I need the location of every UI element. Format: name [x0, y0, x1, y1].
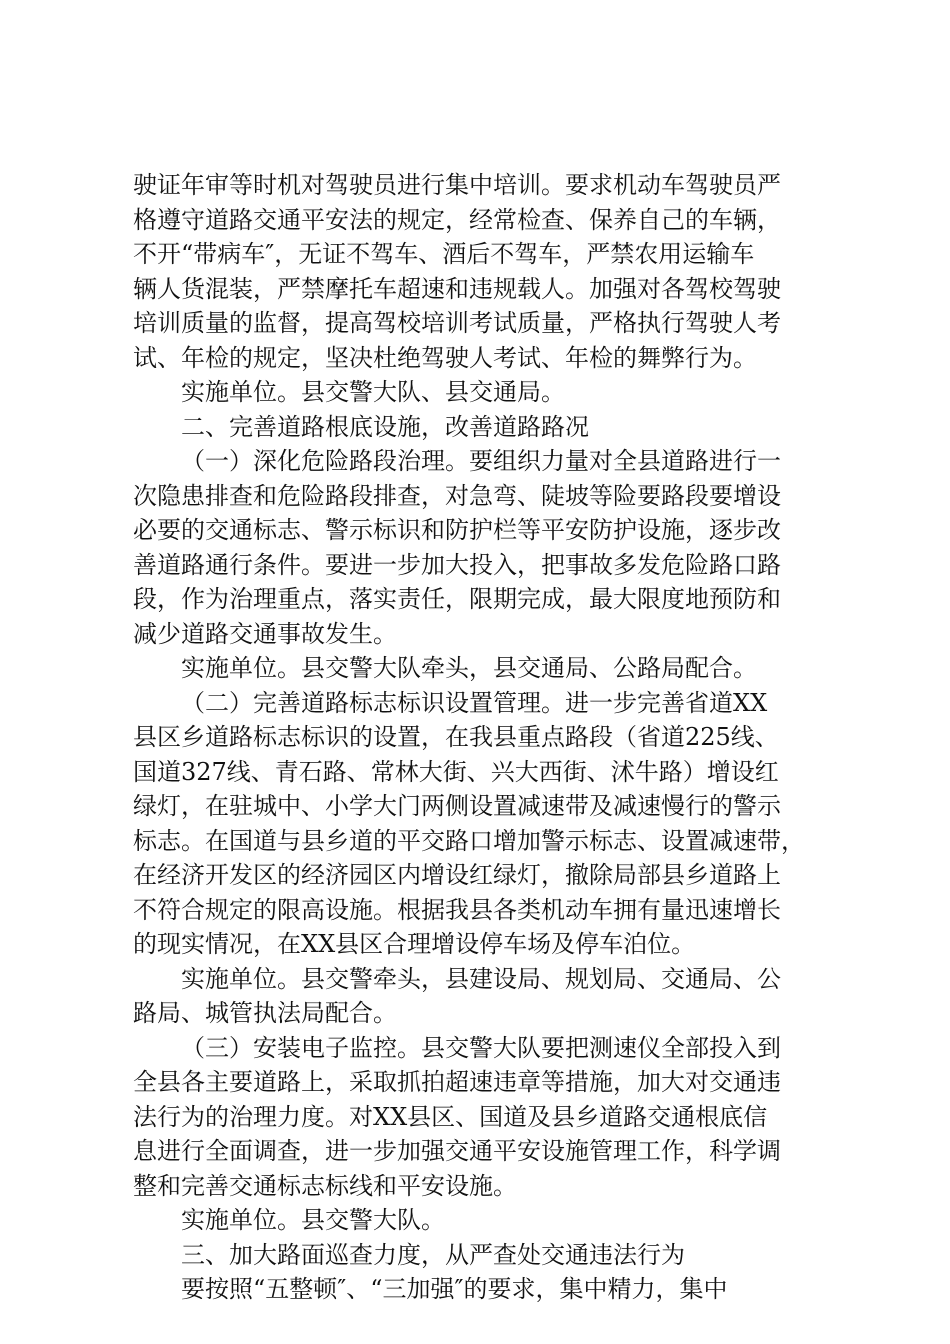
text-line: 减少道路交通事故发生。 [133, 619, 397, 648]
text-line: 次隐患排查和危险路段排查，对急弯、陡坡等险要路段要增设 [133, 481, 781, 510]
text-line: 标志。在国道与县乡道的平交路口增加警示标志、设置减速带， [133, 826, 805, 855]
text-line: 绿灯，在驻城中、小学大门两侧设置减速带及减速慢行的警示 [133, 792, 781, 820]
text-line: 全县各主要道路上，采取抓拍超速违章等措施，加大对交通违 [133, 1068, 781, 1096]
text-line: （二）完善道路标志标识设置管理。进一步完善省道XX [181, 688, 768, 717]
text-line: 格遵守道路交通平安法的规定，经常检查、保养自己的车辆， [133, 205, 781, 234]
text-line: 国道327线、青石路、常林大街、兴大西街、沭牛路）增设红 [133, 757, 779, 786]
text-line: 实施单位。县交警大队牵头，县交通局、公路局配合。 [181, 654, 757, 682]
text-line: （三）安装电子监控。县交警大队要把测速仪全部投入到 [181, 1033, 781, 1062]
text-line: 必要的交通标志、警示标识和防护栏等平安防护设施，逐步改 [133, 516, 781, 544]
text-line: （一）深化危险路段治理。要组织力量对全县道路进行一 [181, 447, 781, 475]
text-line: 实施单位。县交警大队。 [181, 1206, 445, 1234]
text-line: 善道路通行条件。要进一步加大投入，把事故多发危险路口路 [133, 550, 781, 579]
document-body [133, 168, 823, 1307]
text-line: 三、加大路面巡查力度，从严查处交通违法行为 [181, 1240, 685, 1269]
text-line: 法行为的治理力度。对XX县区、国道及县乡道路交通根底信 [133, 1102, 768, 1131]
text-line: 实施单位。县交警牵头，县建设局、规划局、交通局、公 [181, 964, 781, 993]
text-line: 驶证年审等时机对驾驶员进行集中培训。要求机动车驾驶员严 [133, 171, 781, 199]
text-line: 实施单位。县交警大队、县交通局。 [181, 378, 565, 406]
text-line: 息进行全面调查，进一步加强交通平安设施管理工作，科学调 [133, 1137, 781, 1165]
text-line: 段，作为治理重点，落实责任，限期完成，最大限度地预防和 [133, 585, 781, 613]
text-line: 在经济开发区的经济园区内增设红绿灯，撤除局部县乡道路上 [133, 861, 781, 889]
text-line: 不符合规定的限高设施。根据我县各类机动车拥有量迅速增长 [133, 895, 781, 924]
text-line: 路局、城管执法局配合。 [133, 999, 397, 1027]
text-line: 的现实情况，在XX县区合理增设停车场及停车泊位。 [133, 930, 696, 958]
text-line: 不开“带病车″，无证不驾车、酒后不驾车，严禁农用运输车 [133, 240, 755, 268]
text-line: 县区乡道路标志标识的设置，在我县重点路段（省道225线、 [133, 723, 779, 751]
text-line: 辆人货混装，严禁摩托车超速和违规载人。加强对各驾校驾驶 [133, 274, 781, 303]
text-line: 要按照“五整顿″、“三加强″的要求，集中精力，集中 [181, 1275, 728, 1303]
text-line: 整和完善交通标志标线和平安设施。 [133, 1171, 517, 1200]
text-line: 试、年检的规定，坚决杜绝驾驶人考试、年检的舞弊行为。 [133, 343, 757, 372]
text-line: 培训质量的监督，提高驾校培训考试质量，严格执行驾驶人考 [133, 309, 781, 337]
text-line: 二、完善道路根底设施，改善道路路况 [181, 412, 589, 441]
